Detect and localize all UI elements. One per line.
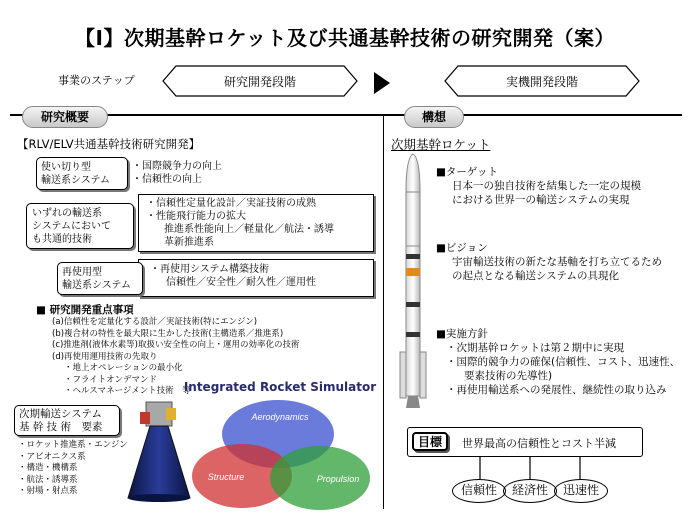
priority-item: (a)信頼性を定量化する設計／実証技術(特にエンジン) <box>52 317 258 327</box>
reusable-items <box>150 263 316 289</box>
research-stage-text: 研究開発段階 <box>223 75 296 89</box>
common-tech-box <box>26 203 134 249</box>
target-line: における世界一の輸送システムの実現 <box>452 194 630 206</box>
target-section <box>436 165 641 207</box>
priority-item: ・地上オペレーションの最小化 <box>64 363 183 373</box>
reusable-label-line: 再使用型 <box>62 267 102 278</box>
element-item: ・射場・射点系 <box>18 486 78 496</box>
elements-label-line: 次期輸送システム <box>19 408 102 420</box>
stage-transition-arrow-icon <box>374 72 390 94</box>
policy-heading: ■実施方針 <box>436 328 488 340</box>
pillar-economy: 経済性 <box>503 479 557 503</box>
pillar-reliability: 信頼性 <box>452 479 506 503</box>
vision-section <box>436 241 662 283</box>
element-item: ・航法・誘導系 <box>18 474 78 485</box>
policy-line: ・国際的競争力の確保(信頼性、コスト、迅速性、 <box>446 356 681 368</box>
priority-item: (c)推進剤(液体水素等)取扱い安全性の向上・運用の効率化の技術 <box>52 340 300 350</box>
aero-label: Aerodynamics <box>251 412 309 422</box>
horizontal-divider <box>10 114 682 116</box>
reusable-item: ・再使用システム構築技術 <box>150 264 269 275</box>
element-item: ・ロケット推進系・エンジン <box>18 440 128 450</box>
vision-line: 宇宙輸送技術の新たな基軸を打ち立てるため <box>452 256 662 268</box>
policy-section <box>436 327 680 397</box>
practical-stage-text: 実機開発段階 <box>505 75 578 89</box>
expendable-label-line2: 輸送系システム <box>41 175 110 186</box>
right-subtitle: 次期基幹ロケット <box>391 137 491 152</box>
vision-line: の起点となる輸送システムの具現化 <box>452 270 619 282</box>
element-item: ・アビオニクス系 <box>18 451 86 462</box>
priority-item: (b)複合材の特性を最大限に生かした技術(主構造系／推進系) <box>52 328 284 339</box>
stage-label: 事業のステップ <box>58 74 135 87</box>
left-subtitle: 【RLV/ELV共通基幹技術研究開発】 <box>17 137 201 151</box>
simulator-venn <box>180 394 380 512</box>
elements-label-line: 基 幹 技 術 要素 <box>19 421 103 433</box>
expendable-label-line1: 使い切り型 <box>41 162 91 173</box>
expendable-system-box <box>36 157 128 190</box>
priority-item: ・ヘルスマネージメント技術 等 <box>64 386 191 396</box>
elements-box <box>14 405 120 436</box>
goal-text: 世界最高の信頼性とコスト半減 <box>462 437 616 450</box>
common-item: 革新推進系 <box>164 237 214 248</box>
priorities-heading: ■ 研究開発重点事項 <box>36 304 134 316</box>
vision-heading: ■ビジョン <box>436 242 488 254</box>
priority-item: ・フライトオンデマンド <box>64 374 157 385</box>
common-item: 推進系性能向上／軽量化／航法・誘導 <box>164 224 334 235</box>
priority-item: (d)再使用運用技術の先取り <box>52 351 158 362</box>
reusable-system-box <box>57 262 143 295</box>
expendable-items <box>132 160 222 186</box>
vertical-divider <box>383 114 384 509</box>
target-line: 日本一の独自技術を結集した一定の規模 <box>452 180 641 192</box>
common-label-line: いずれの輸送系 <box>32 208 102 219</box>
common-label-line: システムにおいて <box>32 221 111 232</box>
expendable-item: ・信頼性の向上 <box>132 174 202 185</box>
expendable-item: ・国際競争力の向上 <box>132 161 222 172</box>
structure-label: Structure <box>207 472 245 482</box>
page-title: 【Ⅰ】次期基幹ロケット及び共通基幹技術の研究開発（案） <box>75 26 615 50</box>
research-stage-arrow <box>162 65 358 97</box>
pillar-speed: 迅速性 <box>554 479 608 503</box>
overview-section-label: 研究概要 <box>22 106 108 128</box>
goal-connectors <box>440 457 620 479</box>
goal-tag: 目標 <box>412 432 448 451</box>
element-item: ・構造・機構系 <box>18 463 78 473</box>
propulsion-label: Propulsion <box>316 474 360 484</box>
common-item: ・信頼性定量化設計／実証技術の成熟 <box>146 198 316 209</box>
rocket-illustration <box>396 152 430 414</box>
elements-list <box>18 440 128 498</box>
policy-line: 要素技術の先導性) <box>464 370 553 382</box>
target-heading: ■ターゲット <box>436 166 499 178</box>
common-item: ・性能飛行能力の拡大 <box>146 211 246 222</box>
simulator-title: Integrated Rocket Simulator <box>183 380 377 394</box>
common-label-line: も共通的技術 <box>32 234 92 245</box>
policy-line: ・再使用輸送系への発展性、継続性の取り込み <box>446 384 667 396</box>
reusable-label-line: 輸送系システム <box>62 280 131 291</box>
policy-line: ・次期基幹ロケットは第２期中に実現 <box>446 342 624 354</box>
practical-stage-arrow <box>444 65 640 97</box>
reusable-item: 信頼性／安全性／耐久性／運用性 <box>166 277 316 288</box>
common-items <box>146 197 334 249</box>
integrated-rocket-simulator <box>180 380 380 510</box>
concept-section-label: 構想 <box>404 106 464 128</box>
